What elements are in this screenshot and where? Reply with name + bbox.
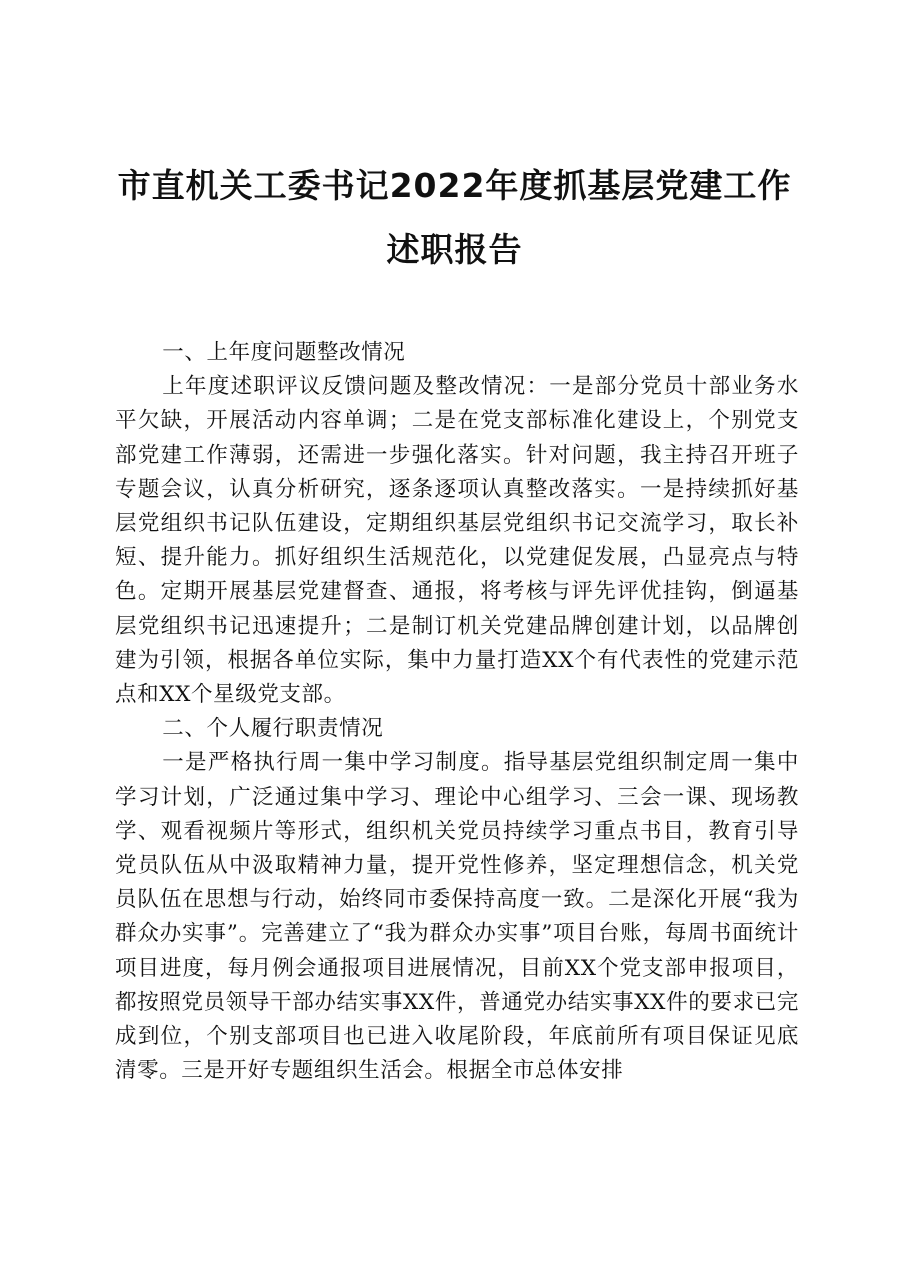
section-heading-1: 一、上年度问题整改情况 [162,340,406,365]
document-title-line-1: 市直机关工委书记2022年度抓基层党建工作 [117,166,792,205]
paragraph-2: 一是严格执行周一集中学习制度。指导基层党组织制定周一集中学习计划，广泛通过集中学习、理论中心组学习、三会一课、现场教学、观看视频片等形式，组织机关党员持续学习重点书目，教育引导党员队伍从中汲取精神力量，提开党性修养，坚定理想信念，机关党员队伍在思想与行动，始终同市委保持高度一致。二是深化开展“我为群众办实事”。完善建立了“我为群众办实事”项目台账，每周书面统计项目进度，每月例会通报项目进展情况，目前XX个党支部申报项目，都按照党员领导干部办结实事XX件，普通党办结实事XX件的要求已完成到位，个别支部项目也已进入收尾阶段，年底前所有项目保证见底清零。三是开好专题组织生活会。根据全市总体安排 [115,750,799,1084]
section-heading-2: 二、个人履行职责情况 [162,716,384,742]
paragraph-1: 上年度述职评议反馈问题及整改情况：一是部分党员十部业务水平欠缺，开展活动内容单调；二是在党支部标准化建设上，个别党支部党建工作薄弱，还需进一步强化落实。针对问题，我主持召开班子专题会议，认真分析研究，逐条逐项认真整改落实。一是持续抓好基层党组织书记队伍建设，定期组织基层党组织书记交流学习，取长补短、提升能力。抓好组织生活规范化，以党建促发展，凸显亮点与特色。定期开展基层党建督查、通报，将考核与评先评优挂钩，倒逼基层党组织书记迅速提升；二是制订机关党建品牌创建计划，以品牌创建为引领，根据各单位实际，集中力量打造XX个有代表性的党建示范点和XX个星级党支部。 [115,374,799,708]
document-body [115,336,799,1088]
document-title-line-2: 述职报告 [386,230,523,269]
